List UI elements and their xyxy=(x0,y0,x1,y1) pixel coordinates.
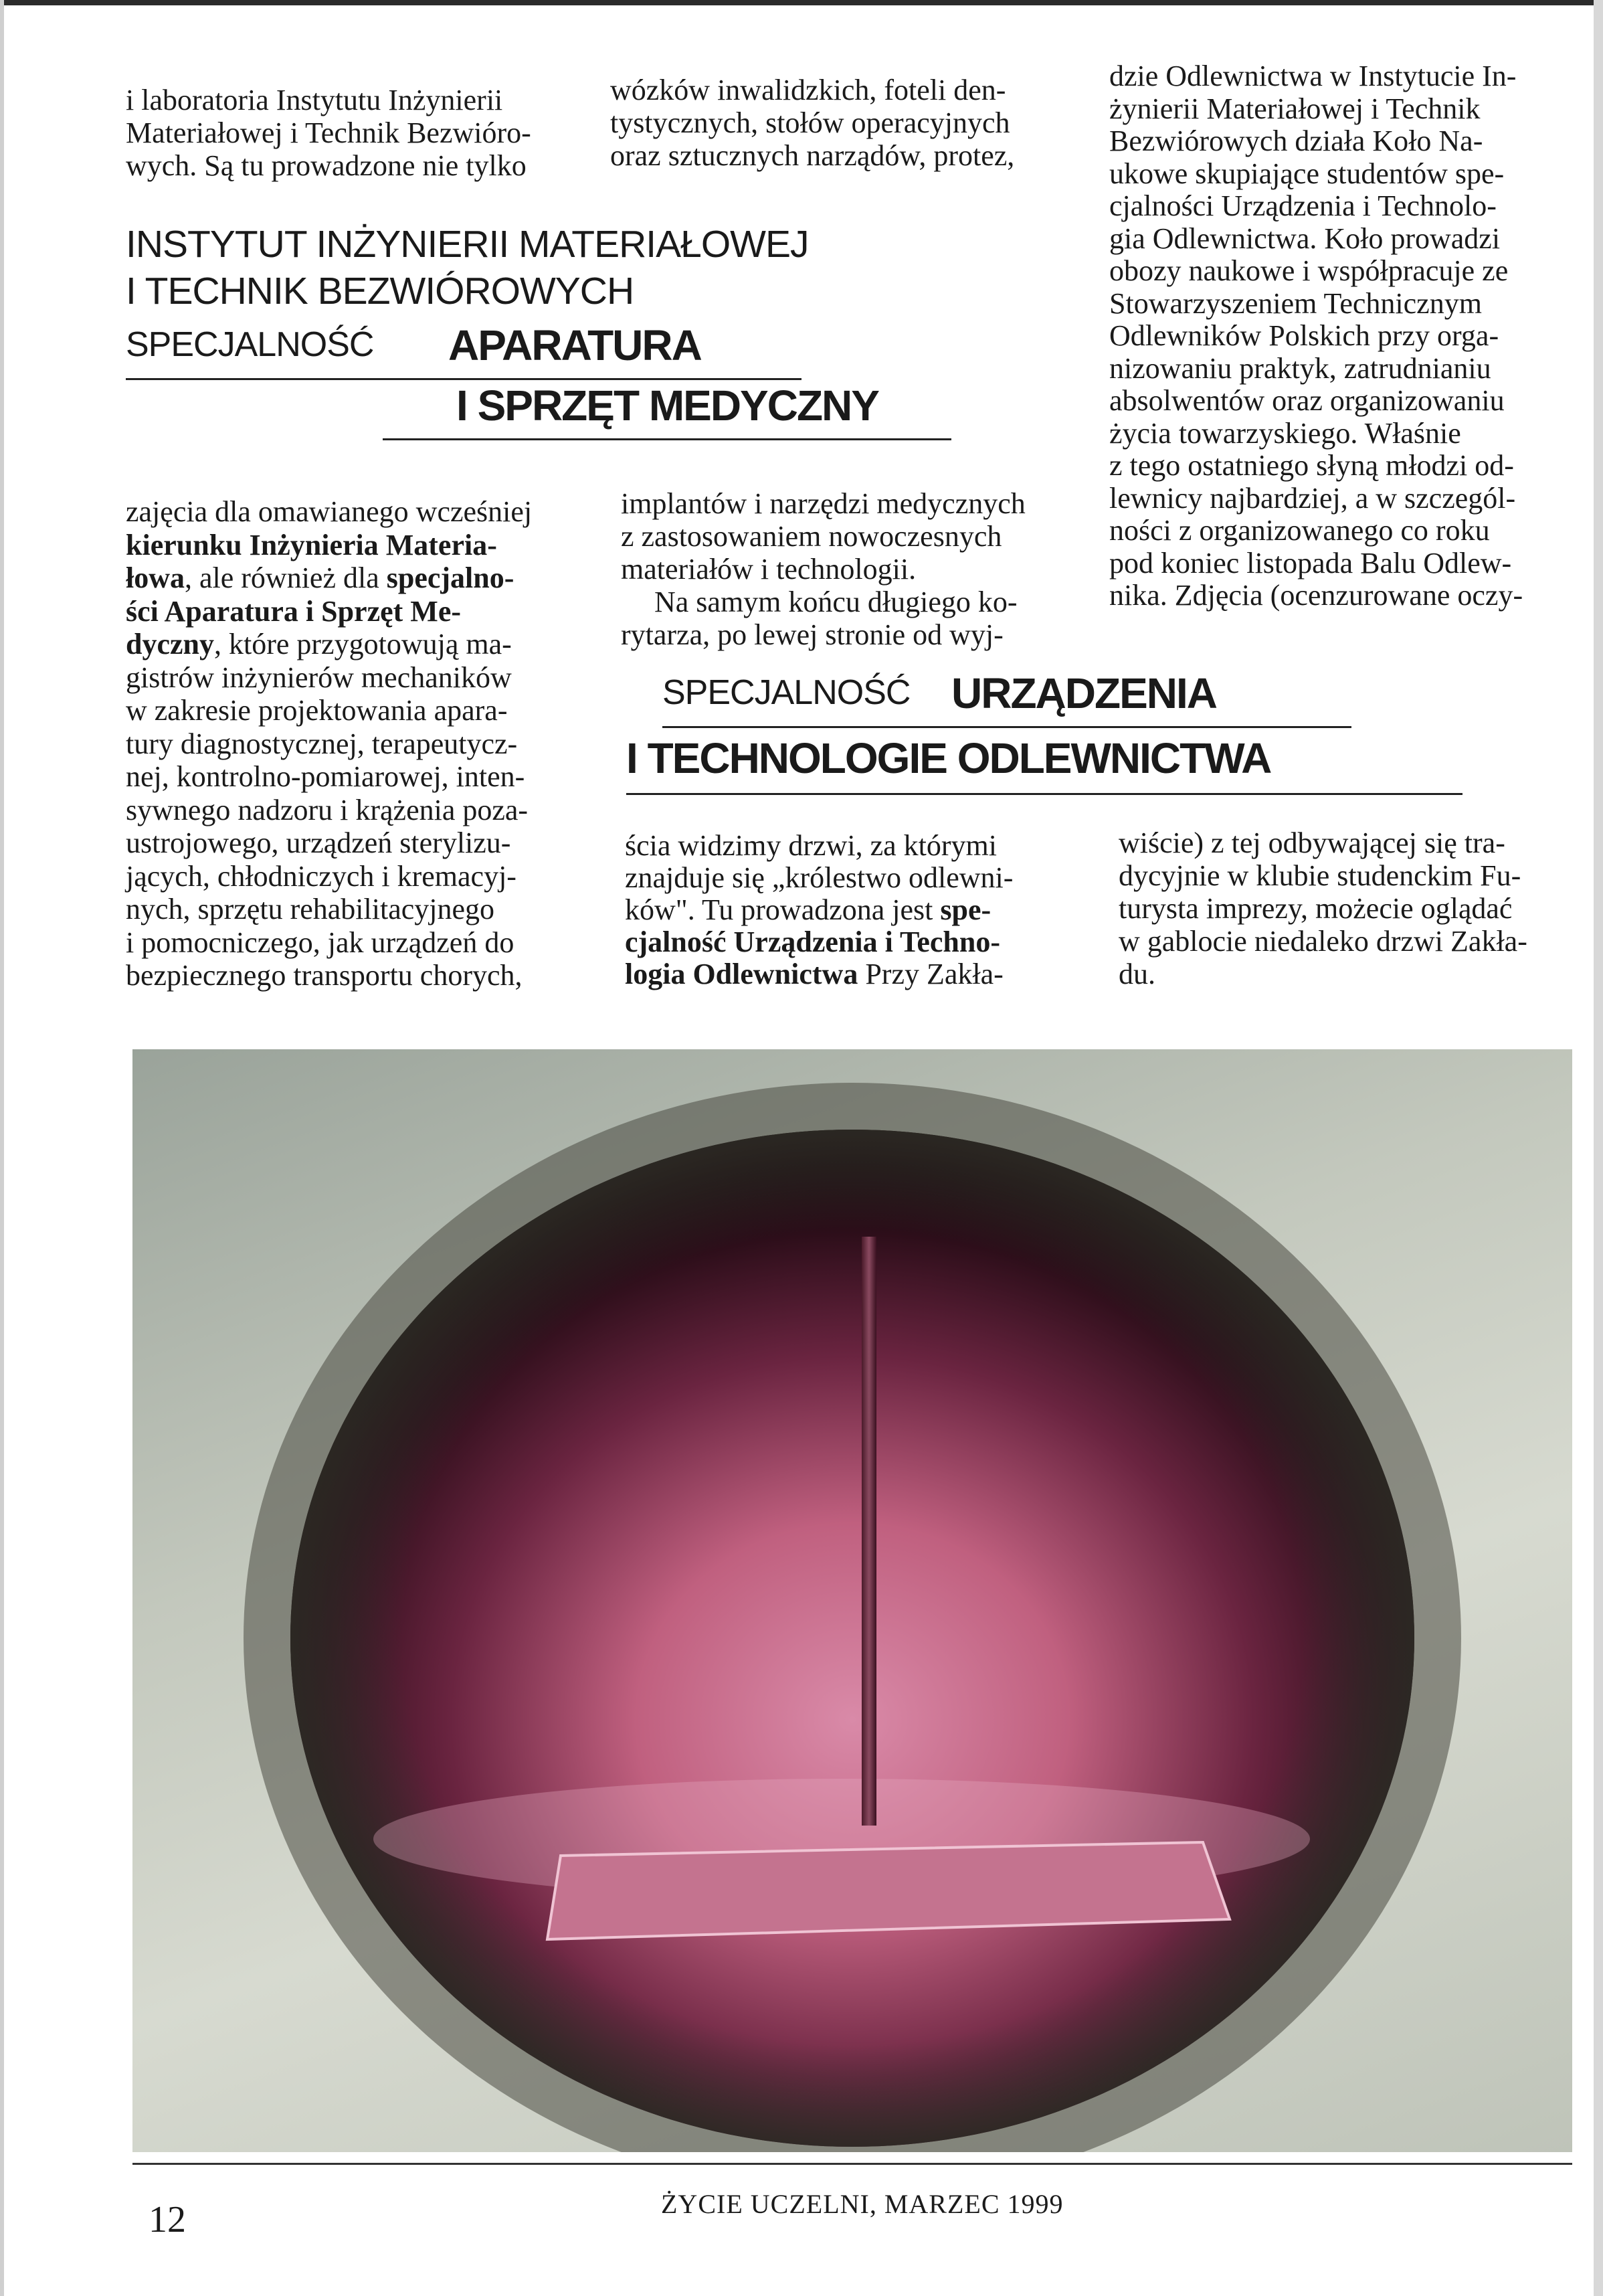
text-line: tystycznych, stołów operacyjnych xyxy=(610,106,1010,139)
specialty-title: I SPRZĘT MEDYCZNY xyxy=(456,381,878,430)
text-line: sywnego nadzoru i krążenia poza- xyxy=(126,793,529,826)
bold-text: ści Aparatura i Sprzęt Me- xyxy=(126,594,461,628)
scan-edge xyxy=(0,0,4,2296)
text-line xyxy=(126,529,587,562)
text-line xyxy=(126,561,587,595)
text-line: znajduje się „królestwo odlewni- xyxy=(625,861,1014,894)
electrode-rod xyxy=(862,1237,876,1826)
middle-column-1 xyxy=(126,495,587,992)
text-line: wiście) z tej odbywającej się tra- xyxy=(1119,826,1505,859)
text-line: w zakresie projektowania apara- xyxy=(126,694,508,727)
text-line: materiałów i technologii. xyxy=(621,553,917,586)
institute-heading-line: I TECHNIK BEZWIÓROWYCH xyxy=(126,270,634,313)
text-line: implantów i narzędzi medycznych xyxy=(621,487,1026,520)
text-line: jących, chłodniczych i kremacyj- xyxy=(126,859,516,893)
institute-heading-line: INSTYTUT INŻYNIERII MATERIAŁOWEJ xyxy=(126,223,809,266)
page-number: 12 xyxy=(149,2199,186,2240)
text-line xyxy=(625,894,1093,926)
specialty-title: I TECHNOLOGIE ODLEWNICTWA xyxy=(626,734,1271,782)
scan-edge xyxy=(0,0,1603,5)
specialty-label: SPECJALNOŚĆ xyxy=(662,673,911,712)
text-line: obozy naukowe i współpracuje ze xyxy=(1109,254,1509,287)
text-line: z tego ostatniego słyną młodzi od- xyxy=(1109,449,1514,482)
text-span: , ale również dla xyxy=(185,561,387,594)
bottom-column-3 xyxy=(1119,826,1574,990)
text-span: ków". Tu prowadzona jest xyxy=(625,893,941,926)
text-line: Na samym końcu długiego ko- xyxy=(654,586,1018,618)
vacuum-chamber-photo xyxy=(132,1049,1572,2152)
bold-text: specjalno- xyxy=(386,561,514,594)
text-line: żynierii Materiałowej i Technik xyxy=(1109,92,1481,125)
specialty-heading-b-line2 xyxy=(626,736,1463,795)
text-line: lewnicy najbardziej, a w szczegól- xyxy=(1109,481,1516,515)
specialty-label: SPECJALNOŚĆ xyxy=(126,325,374,364)
text-line: wózków inwalidzkich, foteli den- xyxy=(610,74,1006,106)
bottom-column-2 xyxy=(625,830,1093,990)
text-line: gistrów inżynierów mechaników xyxy=(126,660,512,694)
text-line: tury diagnostycznej, terapeutycz- xyxy=(126,727,518,760)
text-line xyxy=(625,958,1093,990)
text-line: nika. Zdjęcia (ocenzurowane oczy- xyxy=(1109,579,1523,612)
text-line: turysta imprezy, możecie oglądać xyxy=(1119,892,1513,925)
specialty-heading-a-line2 xyxy=(383,381,951,440)
footer-rule xyxy=(132,2163,1572,2165)
text-line: nej, kontrolno-pomiarowej, inten- xyxy=(126,760,525,793)
text-line: ustrojowego, urządzeń sterylizu- xyxy=(126,826,511,859)
text-line: dzie Odlewnictwa w Instytucie In- xyxy=(1109,60,1517,92)
specialty-title: APARATURA xyxy=(448,321,701,369)
text-line: z zastosowaniem nowoczesnych xyxy=(621,520,1002,553)
text-line: oraz sztucznych narządów, protez, xyxy=(610,139,1015,172)
text-line xyxy=(126,628,587,661)
text-line: Odlewników Polskich przy orga- xyxy=(1109,319,1499,352)
text-line: bezpiecznego transportu chorych, xyxy=(126,959,523,992)
text-line: nych, sprzętu rehabilitacyjnego xyxy=(126,893,495,925)
specialty-heading-a xyxy=(126,321,802,380)
text-line: Bezwiórowych działa Koło Na- xyxy=(1109,124,1483,157)
text-line: nizowaniu praktyk, zatrudnianiu xyxy=(1109,351,1491,385)
text-line: i pomocniczego, jak urządzeń do xyxy=(126,925,514,959)
text-line xyxy=(625,926,1093,958)
text-span: Przy Zakła- xyxy=(858,958,1004,990)
text-line: rytarza, po lewej stronie od wyj- xyxy=(621,618,1004,651)
top-column-2 xyxy=(610,74,1078,172)
bold-text: kierunku Inżynieria Materia- xyxy=(126,528,497,561)
text-line: du. xyxy=(1119,958,1155,990)
scan-edge xyxy=(1594,0,1603,2296)
text-line: i laboratoria Instytutu Inżynierii xyxy=(126,84,503,116)
text-line xyxy=(126,595,587,628)
text-span: , które przygotowują ma- xyxy=(214,628,512,660)
specialty-title: URZĄDZENIA xyxy=(951,669,1216,717)
bold-text: dyczny xyxy=(126,628,214,660)
specialty-heading-b xyxy=(662,669,1351,728)
text-line: absolwentów oraz organizowaniu xyxy=(1109,384,1505,417)
photo-illustration xyxy=(132,1049,1572,2152)
institute-heading xyxy=(126,221,808,315)
text-line: w gablocie niedaleko drzwi Zakła- xyxy=(1119,925,1527,958)
publication-title: ŻYCIE UCZELNI, MARZEC 1999 xyxy=(661,2189,1064,2219)
text-line: wych. Są tu prowadzone nie tylko xyxy=(126,149,527,182)
text-line: dycyjnie w klubie studenckim Fu- xyxy=(1119,859,1521,892)
text-line: ukowe skupiające studentów spe- xyxy=(1109,157,1505,190)
text-line: ności z organizowanego co roku xyxy=(1109,514,1490,547)
text-line: Stowarzyszeniem Technicznym xyxy=(1109,286,1482,320)
bold-text: spe- xyxy=(940,893,992,926)
chamber-edge-shade xyxy=(290,1130,1414,2147)
middle-column-2 xyxy=(621,487,1089,651)
text-line: ścia widzimy drzwi, za którymi xyxy=(625,829,997,862)
text-line: pod koniec listopada Balu Odlew- xyxy=(1109,546,1512,580)
text-line: zajęcia dla omawianego wcześniej xyxy=(126,495,533,528)
bold-text: łowa xyxy=(126,561,185,594)
text-line: cjalności Urządzenia i Technolo- xyxy=(1109,189,1497,222)
text-line: gia Odlewnictwa. Koło prowadzi xyxy=(1109,222,1501,255)
text-line: życia towarzyskiego. Właśnie xyxy=(1109,416,1461,450)
bold-text: logia Odlewnictwa xyxy=(625,958,858,990)
text-line: Materiałowej i Technik Bezwióro- xyxy=(126,116,531,149)
bold-text: cjalność Urządzenia i Techno- xyxy=(625,925,1000,958)
top-column-3 xyxy=(1109,60,1571,612)
top-column-1 xyxy=(126,84,581,182)
